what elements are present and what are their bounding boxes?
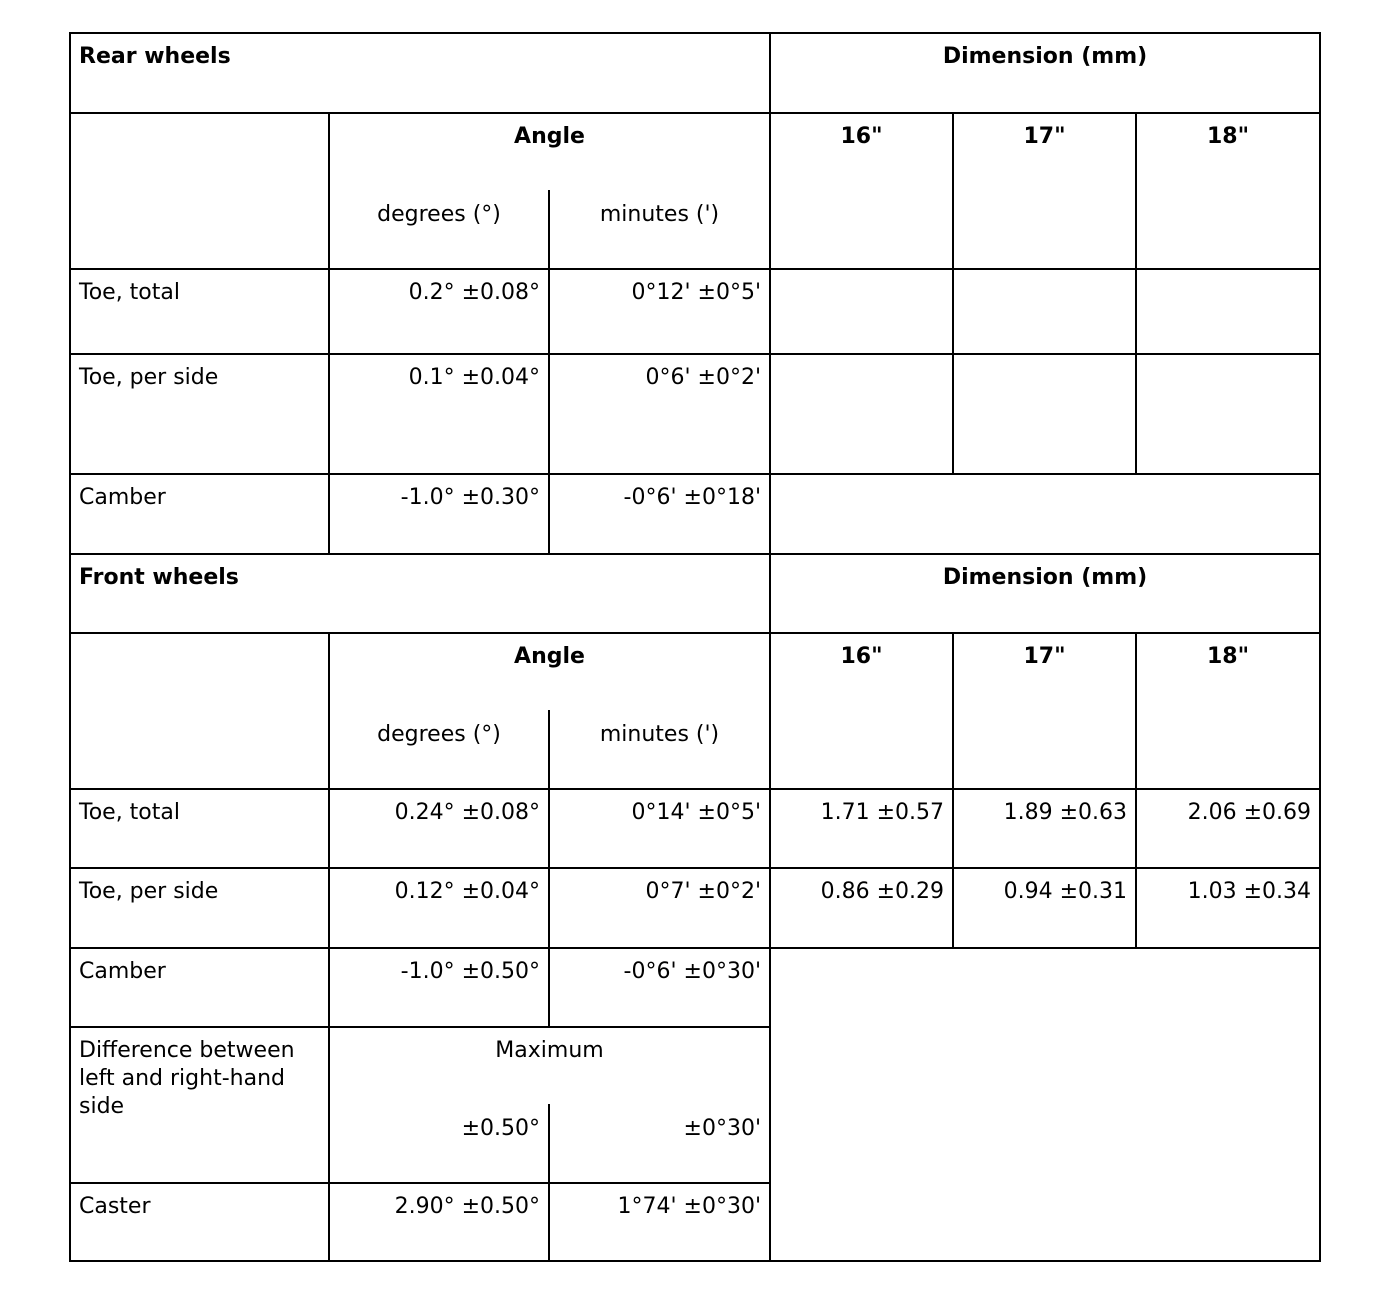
rear-minutes-header: minutes (') xyxy=(599,202,720,227)
front-angle-header-cell xyxy=(328,632,771,790)
rear-toe-per-side-degrees: 0.1° ±0.04° xyxy=(408,365,540,390)
rear-dimension-header-cell xyxy=(769,32,1321,114)
rear-camber-minutes-cell xyxy=(548,473,771,555)
rear-angle-header: Angle xyxy=(514,124,585,149)
rear-size-18-cell xyxy=(1135,112,1321,270)
rear-wheels-title-cell xyxy=(69,32,771,114)
rear-toe-total-degrees: 0.2° ±0.08° xyxy=(408,280,540,305)
rear-camber-degrees-cell xyxy=(328,473,550,555)
front-camber-minutes: -0°6' ±0°30' xyxy=(623,959,761,984)
rear-size-16: 16" xyxy=(840,124,883,149)
front-difference-label-line-2: left and right-hand xyxy=(79,1066,285,1091)
front-difference-label-cell xyxy=(69,1026,330,1184)
rear-camber-label-cell xyxy=(69,473,330,555)
front-difference-label-line-3: side xyxy=(79,1094,125,1119)
front-toe-total-label-cell xyxy=(69,788,330,869)
front-caster-label-cell xyxy=(69,1182,330,1262)
front-toe-total-dim-18-cell xyxy=(1135,788,1321,869)
front-toe-per-side-dim-18: 1.03 ±0.34 xyxy=(1187,879,1311,904)
front-dimension-header: Dimension (mm) xyxy=(942,565,1148,590)
front-toe-total-label: Toe, total xyxy=(79,800,180,825)
front-wheels-title: Front wheels xyxy=(79,565,239,590)
rear-toe-per-side-dim-17-cell xyxy=(952,353,1137,475)
front-difference-values-cell xyxy=(328,1026,771,1184)
front-toe-per-side-minutes: 0°7' ±0°2' xyxy=(645,879,761,904)
front-wheels-title-cell xyxy=(69,553,771,634)
front-caster-minutes: 1°74' ±0°30' xyxy=(617,1194,761,1219)
front-camber-degrees: -1.0° ±0.50° xyxy=(400,959,540,984)
rear-camber-degrees: -1.0° ±0.30° xyxy=(400,485,540,510)
front-difference-divider xyxy=(548,1104,550,1184)
front-degrees-header: degrees (°) xyxy=(377,722,501,747)
front-difference-label-line-1: Difference between xyxy=(79,1038,295,1063)
front-header-empty-cell xyxy=(69,632,330,790)
front-caster-minutes-cell xyxy=(548,1182,771,1262)
rear-angle-header-cell xyxy=(328,112,771,270)
front-caster-degrees: 2.90° ±0.50° xyxy=(394,1194,540,1219)
front-minutes-header: minutes (') xyxy=(599,722,720,747)
rear-toe-total-dim-17-cell xyxy=(952,268,1137,355)
front-dim-empty-cell xyxy=(769,947,1321,1262)
front-toe-total-dim-17-cell xyxy=(952,788,1137,869)
rear-toe-total-label: Toe, total xyxy=(79,280,180,305)
front-toe-total-dim-16-cell xyxy=(769,788,954,869)
front-toe-per-side-degrees-cell xyxy=(328,867,550,949)
front-size-16: 16" xyxy=(840,644,883,669)
rear-header-empty-cell xyxy=(69,112,330,270)
front-toe-per-side-dim-16: 0.86 ±0.29 xyxy=(820,879,944,904)
rear-toe-per-side-minutes-cell xyxy=(548,353,771,475)
rear-toe-total-label-cell xyxy=(69,268,330,355)
front-toe-total-dim-17: 1.89 ±0.63 xyxy=(1003,800,1127,825)
front-camber-degrees-cell xyxy=(328,947,550,1028)
rear-size-17-cell xyxy=(952,112,1137,270)
rear-camber-dim-empty-cell xyxy=(769,473,1321,555)
front-toe-per-side-dim-18-cell xyxy=(1135,867,1321,949)
rear-camber-minutes: -0°6' ±0°18' xyxy=(623,485,761,510)
rear-toe-per-side-label-cell xyxy=(69,353,330,475)
front-toe-total-dim-16: 1.71 ±0.57 xyxy=(820,800,944,825)
rear-toe-per-side-dim-16-cell xyxy=(769,353,954,475)
front-toe-total-minutes-cell xyxy=(548,788,771,869)
front-dimension-header-cell xyxy=(769,553,1321,634)
front-caster-label: Caster xyxy=(79,1194,151,1219)
front-toe-per-side-dim-17-cell xyxy=(952,867,1137,949)
rear-toe-per-side-label: Toe, per side xyxy=(79,365,219,390)
front-size-16-cell xyxy=(769,632,954,790)
front-size-18: 18" xyxy=(1206,644,1250,669)
front-caster-degrees-cell xyxy=(328,1182,550,1262)
front-toe-per-side-dim-16-cell xyxy=(769,867,954,949)
front-difference-degrees: ±0.50° xyxy=(461,1116,540,1141)
front-toe-total-degrees: 0.24° ±0.08° xyxy=(394,800,540,825)
rear-degrees-header: degrees (°) xyxy=(377,202,501,227)
rear-toe-per-side-dim-18-cell xyxy=(1135,353,1321,475)
rear-camber-label: Camber xyxy=(79,485,166,510)
front-difference-maximum: Maximum xyxy=(495,1038,604,1063)
rear-toe-per-side-minutes: 0°6' ±0°2' xyxy=(645,365,761,390)
rear-toe-per-side-degrees-cell xyxy=(328,353,550,475)
rear-toe-total-dim-18-cell xyxy=(1135,268,1321,355)
front-difference-minutes: ±0°30' xyxy=(683,1116,761,1141)
front-camber-minutes-cell xyxy=(548,947,771,1028)
rear-wheels-title: Rear wheels xyxy=(79,44,231,69)
rear-toe-total-dim-16-cell xyxy=(769,268,954,355)
front-toe-per-side-dim-17: 0.94 ±0.31 xyxy=(1003,879,1127,904)
rear-toe-total-degrees-cell xyxy=(328,268,550,355)
front-toe-total-degrees-cell xyxy=(328,788,550,869)
front-toe-total-dim-18: 2.06 ±0.69 xyxy=(1187,800,1311,825)
front-size-18-cell xyxy=(1135,632,1321,790)
rear-size-18: 18" xyxy=(1206,124,1250,149)
rear-size-17: 17" xyxy=(1023,124,1066,149)
front-angle-header: Angle xyxy=(514,644,585,669)
front-toe-per-side-label-cell xyxy=(69,867,330,949)
rear-size-16-cell xyxy=(769,112,954,270)
front-toe-total-minutes: 0°14' ±0°5' xyxy=(631,800,761,825)
rear-toe-total-minutes-cell xyxy=(548,268,771,355)
rear-toe-total-minutes: 0°12' ±0°5' xyxy=(631,280,761,305)
front-size-17-cell xyxy=(952,632,1137,790)
front-camber-label-cell xyxy=(69,947,330,1028)
front-toe-per-side-label: Toe, per side xyxy=(79,879,219,904)
front-size-17: 17" xyxy=(1023,644,1066,669)
rear-dimension-header: Dimension (mm) xyxy=(942,44,1148,69)
front-toe-per-side-minutes-cell xyxy=(548,867,771,949)
front-camber-label: Camber xyxy=(79,959,166,984)
front-toe-per-side-degrees: 0.12° ±0.04° xyxy=(394,879,540,904)
